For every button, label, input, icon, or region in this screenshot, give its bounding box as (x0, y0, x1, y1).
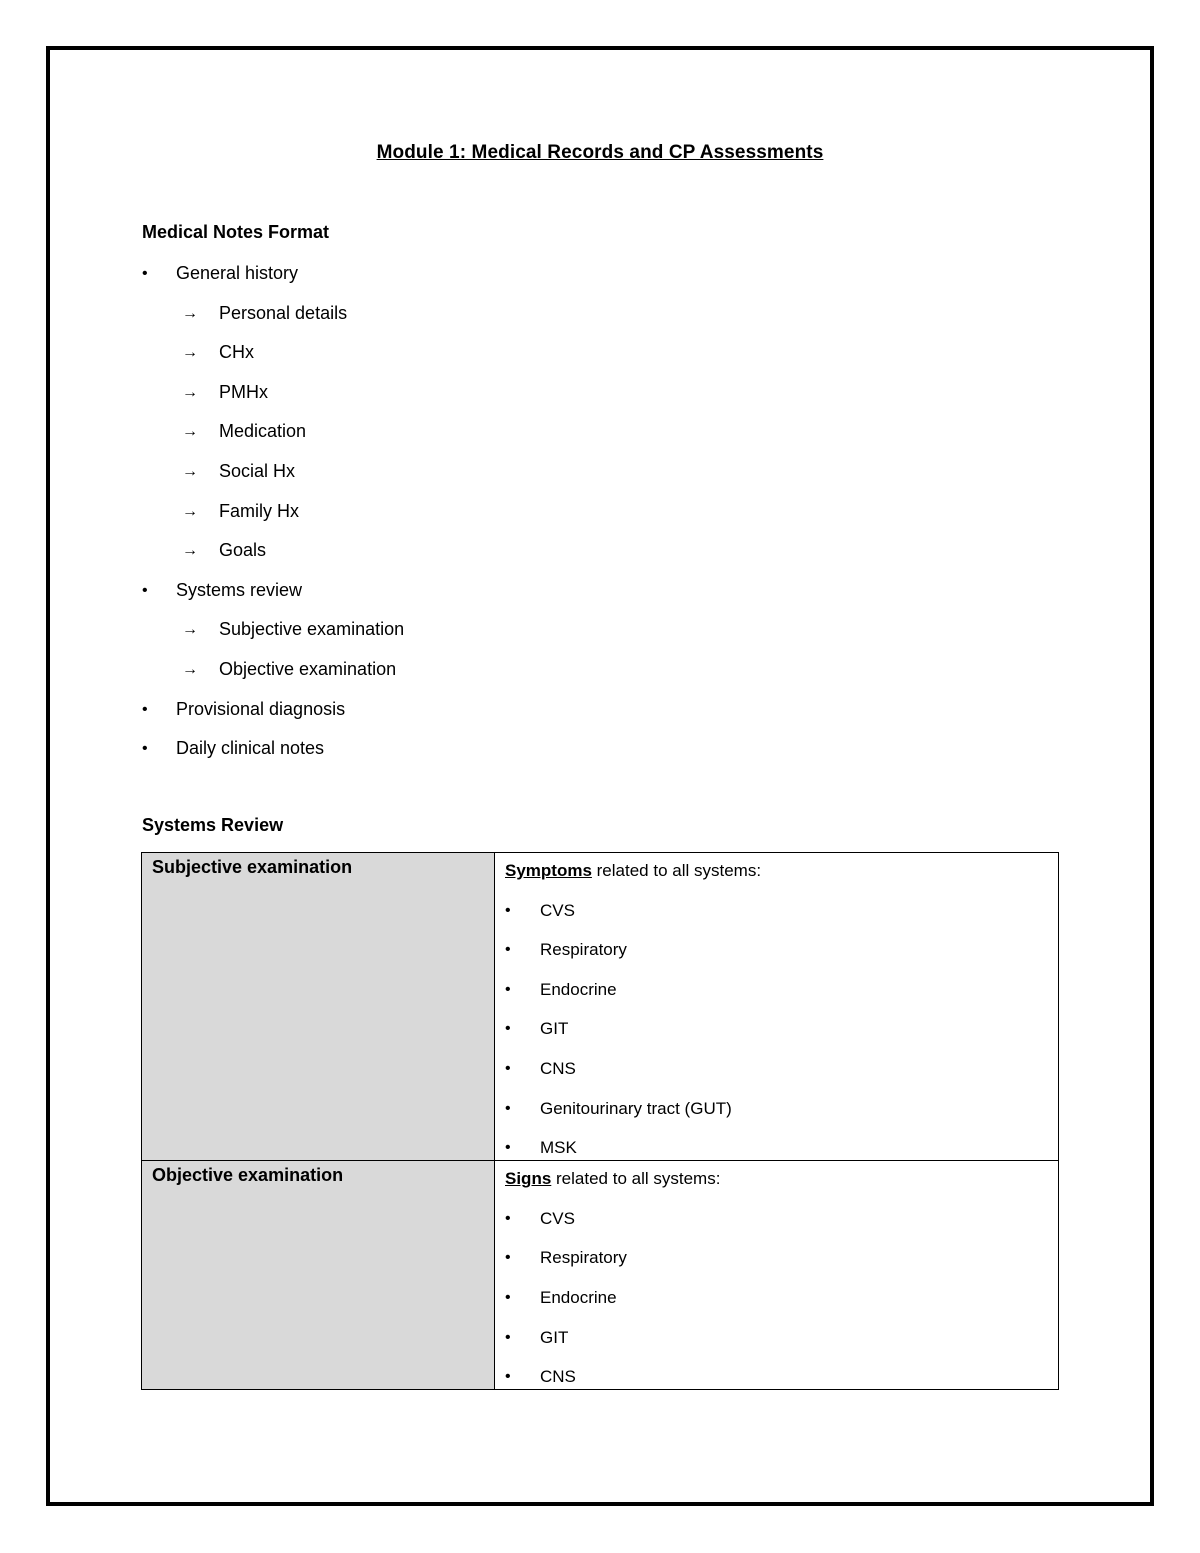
bullet-icon: • (142, 581, 148, 599)
examination-type-cell: Objective examination (142, 1161, 495, 1390)
system-name: CVS (540, 1208, 575, 1228)
system-name: Endocrine (540, 1287, 617, 1307)
system-name: CNS (540, 1367, 576, 1387)
bullet-icon: • (505, 1020, 511, 1038)
list-item-text: Social Hx (219, 460, 296, 481)
list-item-text: Family Hx (219, 500, 299, 521)
bullet-icon: • (142, 700, 148, 718)
system-name: GIT (540, 1019, 569, 1039)
system-name: Genitourinary tract (GUT) (540, 1098, 732, 1118)
system-name: Respiratory (540, 1248, 627, 1268)
bullet-icon: • (142, 740, 148, 758)
sub-list-item (142, 333, 404, 373)
list-item (142, 729, 404, 769)
system-name: GIT (540, 1327, 569, 1347)
systems-review-heading: Systems Review (142, 815, 284, 835)
bullet-icon: • (505, 1099, 511, 1117)
bullet-icon: • (505, 1368, 511, 1386)
system-list-item (505, 1134, 1048, 1160)
arrow-right-icon: → (182, 660, 198, 678)
sub-list-item (142, 531, 404, 571)
document-title: Module 1: Medical Records and CP Assessments (376, 142, 824, 163)
system-list-item (505, 1015, 1048, 1055)
system-name: Respiratory (540, 940, 627, 960)
list-item-text: CHx (219, 342, 254, 363)
list-item (142, 571, 404, 611)
list-item (142, 690, 404, 730)
table-row (142, 853, 1059, 1161)
list-item-text: Provisional diagnosis (176, 698, 346, 719)
list-item-text: General history (176, 263, 299, 283)
list-item-text: Daily clinical notes (176, 738, 325, 759)
examination-type-cell: Subjective examination (142, 853, 495, 1161)
medical-notes-format-heading: Medical Notes Format (142, 222, 330, 242)
arrow-right-icon: → (182, 383, 198, 401)
arrow-right-icon: → (182, 304, 198, 322)
system-list-item (505, 936, 1048, 976)
sub-list-item (142, 650, 404, 690)
medical-notes-format-list (142, 254, 404, 769)
arrow-right-icon: → (182, 542, 198, 560)
list-item-text: Medication (219, 421, 307, 442)
arrow-right-icon: → (182, 423, 198, 441)
cell-lead-text: related to all systems: (591, 861, 762, 880)
cell-lead-emphasis: Symptoms (505, 861, 592, 880)
sub-list-item (142, 412, 404, 452)
bullet-icon: • (505, 980, 511, 998)
system-list-item (505, 1324, 1048, 1364)
system-list-item (505, 1055, 1048, 1095)
sub-list-item (142, 492, 404, 532)
systems-review-table (141, 852, 1059, 1390)
bullet-icon: • (505, 1328, 511, 1346)
system-list-item (505, 1095, 1048, 1135)
system-list-item (505, 1284, 1048, 1324)
bullet-icon: • (505, 1059, 511, 1077)
sub-list-item (142, 373, 404, 413)
bullet-icon: • (505, 1288, 511, 1306)
list-item-text: Personal details (219, 302, 348, 323)
system-list-item (505, 897, 1048, 937)
system-list-item (505, 976, 1048, 1016)
list-item (142, 254, 404, 294)
bullet-icon: • (505, 1209, 511, 1227)
system-name: CVS (540, 900, 575, 920)
sub-list-item (142, 610, 404, 650)
system-list-item (505, 1244, 1048, 1284)
arrow-right-icon: → (182, 344, 198, 362)
bullet-icon: • (505, 1139, 511, 1157)
system-name: CNS (540, 1058, 576, 1078)
list-item-text: Goals (219, 540, 267, 561)
bullet-icon: • (505, 901, 511, 919)
cell-lead-text: related to all systems: (551, 1169, 721, 1189)
arrow-right-icon: → (182, 502, 198, 520)
sub-list-item (142, 294, 404, 334)
examination-details-cell (495, 853, 1059, 1161)
bullet-icon: • (505, 941, 511, 959)
cell-lead-line (505, 857, 1048, 897)
list-item-text: Subjective examination (219, 619, 405, 640)
examination-details-cell (495, 1161, 1059, 1390)
bullet-icon: • (142, 265, 148, 282)
cell-lead-line (505, 1165, 1048, 1205)
system-list-item (505, 1363, 1048, 1389)
arrow-right-icon: → (182, 621, 198, 639)
arrow-right-icon: → (182, 462, 198, 480)
system-name: MSK (540, 1138, 577, 1158)
list-item-text: Objective examination (219, 658, 397, 679)
table-row (142, 1161, 1059, 1390)
system-name: Endocrine (540, 979, 617, 999)
list-item-text: PMHx (219, 381, 268, 402)
system-list-item (505, 1205, 1048, 1245)
cell-lead-emphasis: Signs (505, 1169, 552, 1189)
bullet-icon: • (505, 1249, 511, 1267)
sub-list-item (142, 452, 404, 492)
list-item-text: Systems review (176, 579, 303, 600)
